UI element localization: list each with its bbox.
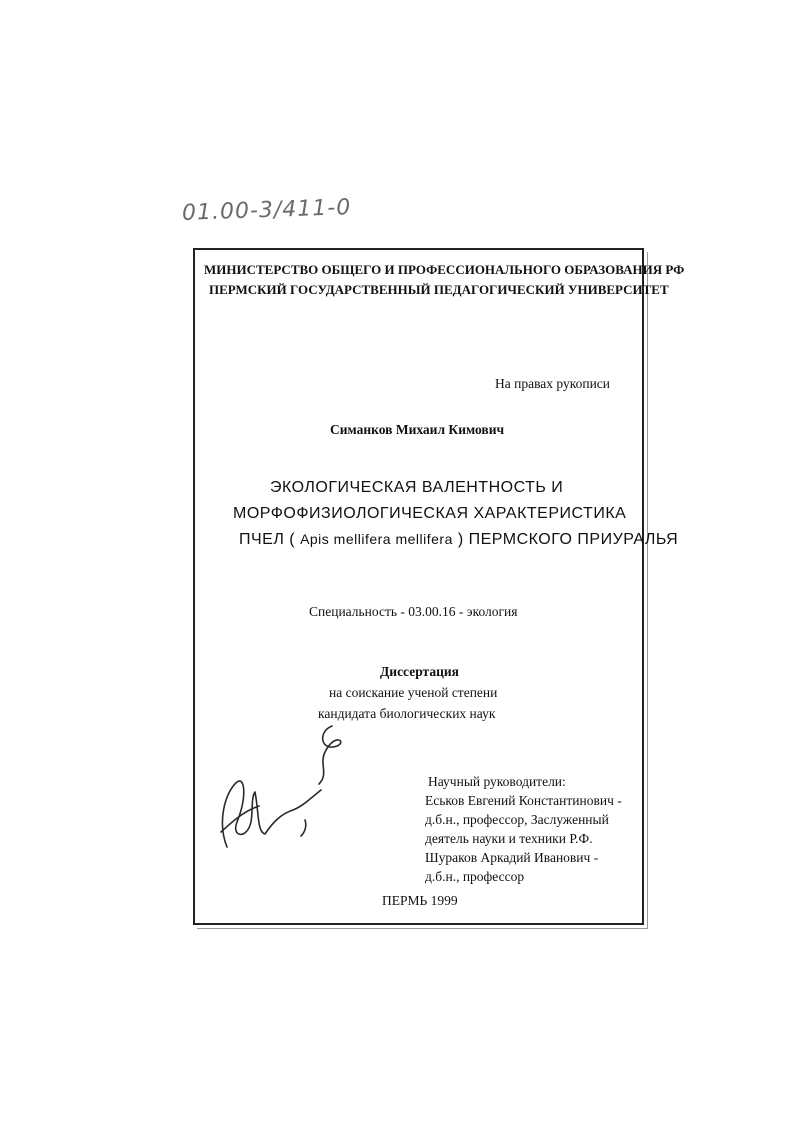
supervisor-line-5: д.б.н., профессор <box>425 869 525 884</box>
title-line-2: МОРФОФИЗИОЛОГИЧЕСКАЯ ХАРАКТЕРИСТИКА <box>233 505 627 522</box>
thesis-type: Диссертация <box>380 664 459 679</box>
university-header: ПЕРМСКИЙ ГОСУДАРСТВЕННЫЙ ПЕДАГОГИЧЕСКИЙ УНИВЕРСИТЕТ <box>209 282 669 297</box>
title-line-1: ЭКОЛОГИЧЕСКАЯ ВАЛЕНТНОСТЬ И <box>270 479 564 496</box>
specialty: Специальность - 03.00.16 - экология <box>309 604 518 619</box>
supervisor-line-3: деятель науки и техники Р.Ф. <box>425 831 593 846</box>
manuscript-note: На правах рукописи <box>495 376 611 391</box>
title-line-3-prefix: ПЧЕЛ ( <box>239 531 301 548</box>
place-year: ПЕРМЬ 1999 <box>382 893 458 908</box>
thesis-degree-line-2: кандидата биологических наук <box>318 706 496 721</box>
title-latin-name: Apis mellifera mellifera <box>300 531 453 547</box>
supervisors-heading: Научный руководители: <box>428 774 566 789</box>
thesis-degree-line-1: на соискание ученой степени <box>329 685 498 700</box>
author-name: Симанков Михаил Кимович <box>330 422 505 437</box>
supervisor-line-2: д.б.н., профессор, Заслуженный <box>425 812 609 827</box>
ministry-header: МИНИСТЕРСТВО ОБЩЕГО И ПРОФЕССИОНАЛЬНОГО ОБРАЗОВАНИЯ РФ <box>204 262 685 277</box>
title-line-3-suffix: ) ПЕРМСКОГО ПРИУРАЛЬЯ <box>452 531 679 548</box>
archive-handwritten-code: 01.00-3/411-0 <box>181 195 352 226</box>
handwritten-signature <box>207 722 357 862</box>
supervisor-line-4: Шураков Аркадий Иванович - <box>425 850 599 865</box>
title-line-3 <box>239 531 678 549</box>
supervisor-line-1: Еськов Евгений Константинович - <box>425 793 622 808</box>
